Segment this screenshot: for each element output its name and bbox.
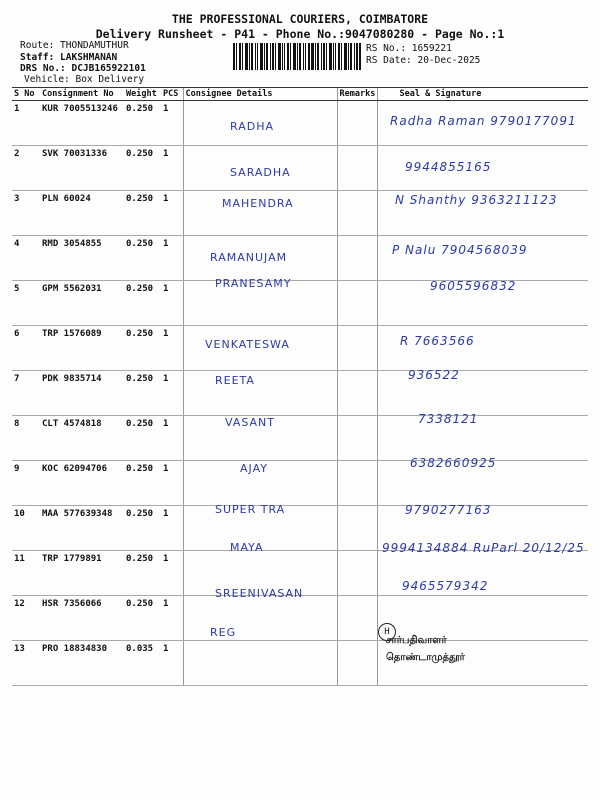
row-consignment-no: TRP 1576089 [40,326,124,371]
table-row [12,596,588,641]
col-header-weight: Weight [124,88,161,101]
row-weight: 0.250 [124,326,161,371]
recipient-signature: 9944855165 [405,160,492,175]
consignee-handwritten-name: AJAY [240,462,268,476]
col-header-seal: Seal & Signature [377,88,588,101]
row-weight: 0.250 [124,551,161,596]
stamp-line-1: சார்பதிவாளர் [386,635,447,646]
row-weight: 0.250 [124,191,161,236]
row-sno: 4 [12,236,40,281]
recipient-signature: 9605596832 [430,279,517,294]
row-consignee-cell [183,641,337,686]
row-weight: 0.035 [124,641,161,686]
col-header-pcs: PCS [161,88,183,101]
row-sno: 7 [12,371,40,416]
consignee-handwritten-name: SUPER TRA [215,502,286,516]
table-row [12,146,588,191]
row-sno: 2 [12,146,40,191]
rs-number: RS No.: 1659221 [366,43,452,54]
consignee-handwritten-name: SARADHA [230,166,291,180]
row-weight: 0.250 [124,506,161,551]
recipient-signature: Radha Raman 9790177091 [390,114,577,128]
row-sno: 12 [12,596,40,641]
row-weight: 0.250 [124,416,161,461]
consignee-handwritten-name: REG [210,625,237,639]
consignee-handwritten-name: PRANESAMY [215,277,292,291]
row-remarks-cell [337,416,377,461]
row-consignment-no: GPM 5562031 [40,281,124,326]
row-pcs: 1 [161,191,183,236]
row-consignment-no: PRO 18834830 [40,641,124,686]
row-sno: 11 [12,551,40,596]
barcode-image [233,43,361,70]
recipient-signature: 9465579342 [402,579,489,594]
vehicle-label: Vehicle: Box Delivery [24,74,145,85]
stamp-line-2: தொண்டாமுத்தூர் [386,652,465,663]
row-pcs: 1 [161,146,183,191]
row-remarks-cell [337,146,377,191]
recipient-signature: 9994134884 RuParl 20/12/25 [382,541,585,555]
row-remarks-cell [337,281,377,326]
recipient-signature: 6382660925 [410,456,497,471]
row-remarks-cell [337,236,377,281]
office-stamp [386,632,465,666]
table-row [12,416,588,461]
row-sno: 5 [12,281,40,326]
recipient-signature: 936522 [408,367,460,382]
row-remarks-cell [337,551,377,596]
row-weight: 0.250 [124,101,161,146]
consignee-handwritten-name: MAYA [230,541,264,554]
rs-date: RS Date: 20-Dec-2025 [366,55,481,66]
row-weight: 0.250 [124,236,161,281]
consignee-handwritten-name: RAMANUJAM [210,250,288,264]
row-consignment-no: HSR 7356066 [40,596,124,641]
consignee-handwritten-name: MAHENDRA [222,196,294,210]
row-sno: 9 [12,461,40,506]
row-pcs: 1 [161,551,183,596]
recipient-signature: P Nalu 7904568039 [392,242,528,257]
row-remarks-cell [337,596,377,641]
col-header-remarks: Remarks [337,88,377,101]
row-remarks-cell [337,506,377,551]
route-label: Route: THONDAMUTHUR [20,40,129,51]
drs-number: DRS No.: DCJB165922101 [20,63,146,74]
row-consignee-cell [183,371,337,416]
table-row [12,371,588,416]
recipient-signature: R 7663566 [400,333,475,348]
company-title: THE PROFESSIONAL COURIERS, COIMBATORE [171,12,429,26]
row-seal-cell [377,416,588,461]
row-pcs: 1 [161,101,183,146]
col-header-consignment: Consignment No [40,88,124,101]
row-pcs: 1 [161,641,183,686]
table-row [12,461,588,506]
row-pcs: 1 [161,596,183,641]
row-remarks-cell [337,461,377,506]
col-header-sno: S No [12,88,40,101]
row-weight: 0.250 [124,596,161,641]
row-consignee-cell [183,596,337,641]
col-header-consignee: Consignee Details [183,88,337,101]
row-weight: 0.250 [124,371,161,416]
row-remarks-cell [337,101,377,146]
table-row [12,326,588,371]
row-pcs: 1 [161,416,183,461]
row-consignment-no: TRP 1779891 [40,551,124,596]
row-remarks-cell [337,641,377,686]
row-consignment-no: RMD 3054855 [40,236,124,281]
recipient-signature: 7338121 [418,412,479,427]
row-consignment-no: PDK 9835714 [40,371,124,416]
row-seal-cell [377,326,588,371]
row-consignment-no: MAA 577639348 [40,506,124,551]
row-pcs: 1 [161,326,183,371]
row-sno: 13 [12,641,40,686]
staff-label: Staff: LAKSHMANAN [20,52,118,63]
runsheet-subtitle: Delivery Runsheet - P41 - Phone No.:9047080280 - Page No.:1 [95,27,505,41]
row-pcs: 1 [161,506,183,551]
row-remarks-cell [337,326,377,371]
consignee-handwritten-name: VENKATESWA [205,337,290,351]
consignee-handwritten-name: RADHA [230,120,274,133]
row-weight: 0.250 [124,146,161,191]
consignee-handwritten-name: REETA [215,373,255,387]
recipient-signature: N Shanthy 9363211123 [395,192,558,207]
consignee-handwritten-name: VASANT [225,416,276,430]
row-remarks-cell [337,191,377,236]
row-pcs: 1 [161,461,183,506]
row-sno: 6 [12,326,40,371]
row-weight: 0.250 [124,461,161,506]
row-pcs: 1 [161,371,183,416]
row-pcs: 1 [161,236,183,281]
row-pcs: 1 [161,281,183,326]
row-weight: 0.250 [124,281,161,326]
row-consignment-no: SVK 70031336 [40,146,124,191]
seal-icon: H [378,623,396,641]
table-header-row [12,88,588,101]
row-remarks-cell [337,371,377,416]
table-row [12,641,588,686]
row-sno: 10 [12,506,40,551]
row-consignment-no: CLT 4574818 [40,416,124,461]
row-sno: 1 [12,101,40,146]
row-consignment-no: PLN 60024 [40,191,124,236]
recipient-signature: 9790277163 [405,502,492,517]
row-sno: 3 [12,191,40,236]
row-consignment-no: KUR 7005513246 [40,101,124,146]
row-consignment-no: KOC 62094706 [40,461,124,506]
consignee-handwritten-name: SREENIVASAN [215,587,304,601]
row-sno: 8 [12,416,40,461]
